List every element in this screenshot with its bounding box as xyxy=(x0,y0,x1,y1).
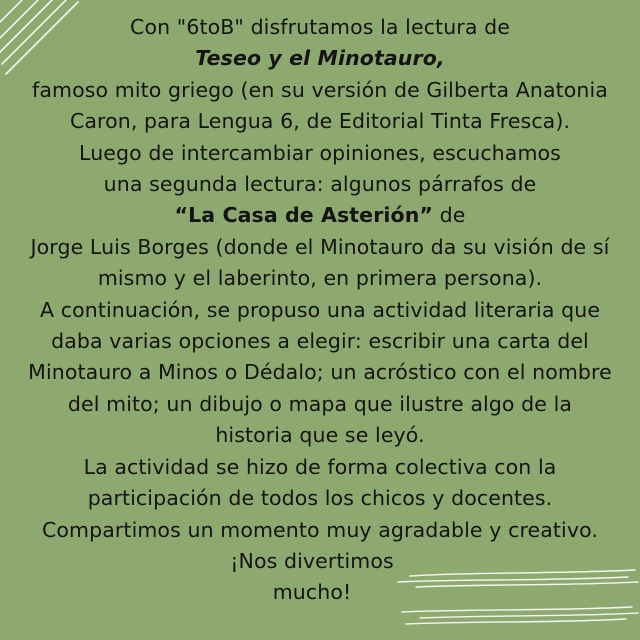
text-line: daba varias opciones a elegir: escribir una carta del xyxy=(51,329,589,354)
text-line: Jorge Luis Borges (donde el Minotauro da su visión de sí xyxy=(30,234,610,259)
text-fragment: de xyxy=(439,203,466,228)
text-line: ¡Nos divertimos xyxy=(230,548,394,573)
text-line: participación de todos los chicos y docentes. xyxy=(87,486,553,511)
text-line: La actividad se hizo de forma colectiva con la xyxy=(83,454,557,479)
book-title: Teseo y el Minotauro, xyxy=(195,46,445,71)
text-line: A continuación, se propuso una actividad literaria que xyxy=(39,297,601,322)
text-line: Caron, para Lengua 6, de Editorial Tinta Fresca). xyxy=(69,109,571,134)
text-line: mismo y el laberinto, en primera persona). xyxy=(97,266,543,291)
story-text xyxy=(0,12,640,609)
text-line: Minotauro a Minos o Dédalo; un acróstico con el nombre xyxy=(28,360,612,385)
text-line: historia que se leyó. xyxy=(215,423,425,448)
second-reading-line xyxy=(0,200,640,231)
text-line: una segunda lectura: algunos párrafos de xyxy=(103,172,537,197)
text-line: Compartimos un momento muy agradable y creativo. xyxy=(42,517,598,542)
story-title: “La Casa de Asterión” xyxy=(174,203,433,228)
text-line: del mito; un dibujo o mapa que ilustre algo de la xyxy=(67,391,573,416)
text-line: Luego de intercambiar opiniones, escuchamos xyxy=(79,140,561,165)
text-line-intro: Con "6toB" disfrutamos la lectura de xyxy=(130,15,510,39)
text-line-closing: mucho! xyxy=(272,580,352,605)
text-line: famoso mito griego (en su versión de Gilberta Anatonia xyxy=(32,77,608,102)
